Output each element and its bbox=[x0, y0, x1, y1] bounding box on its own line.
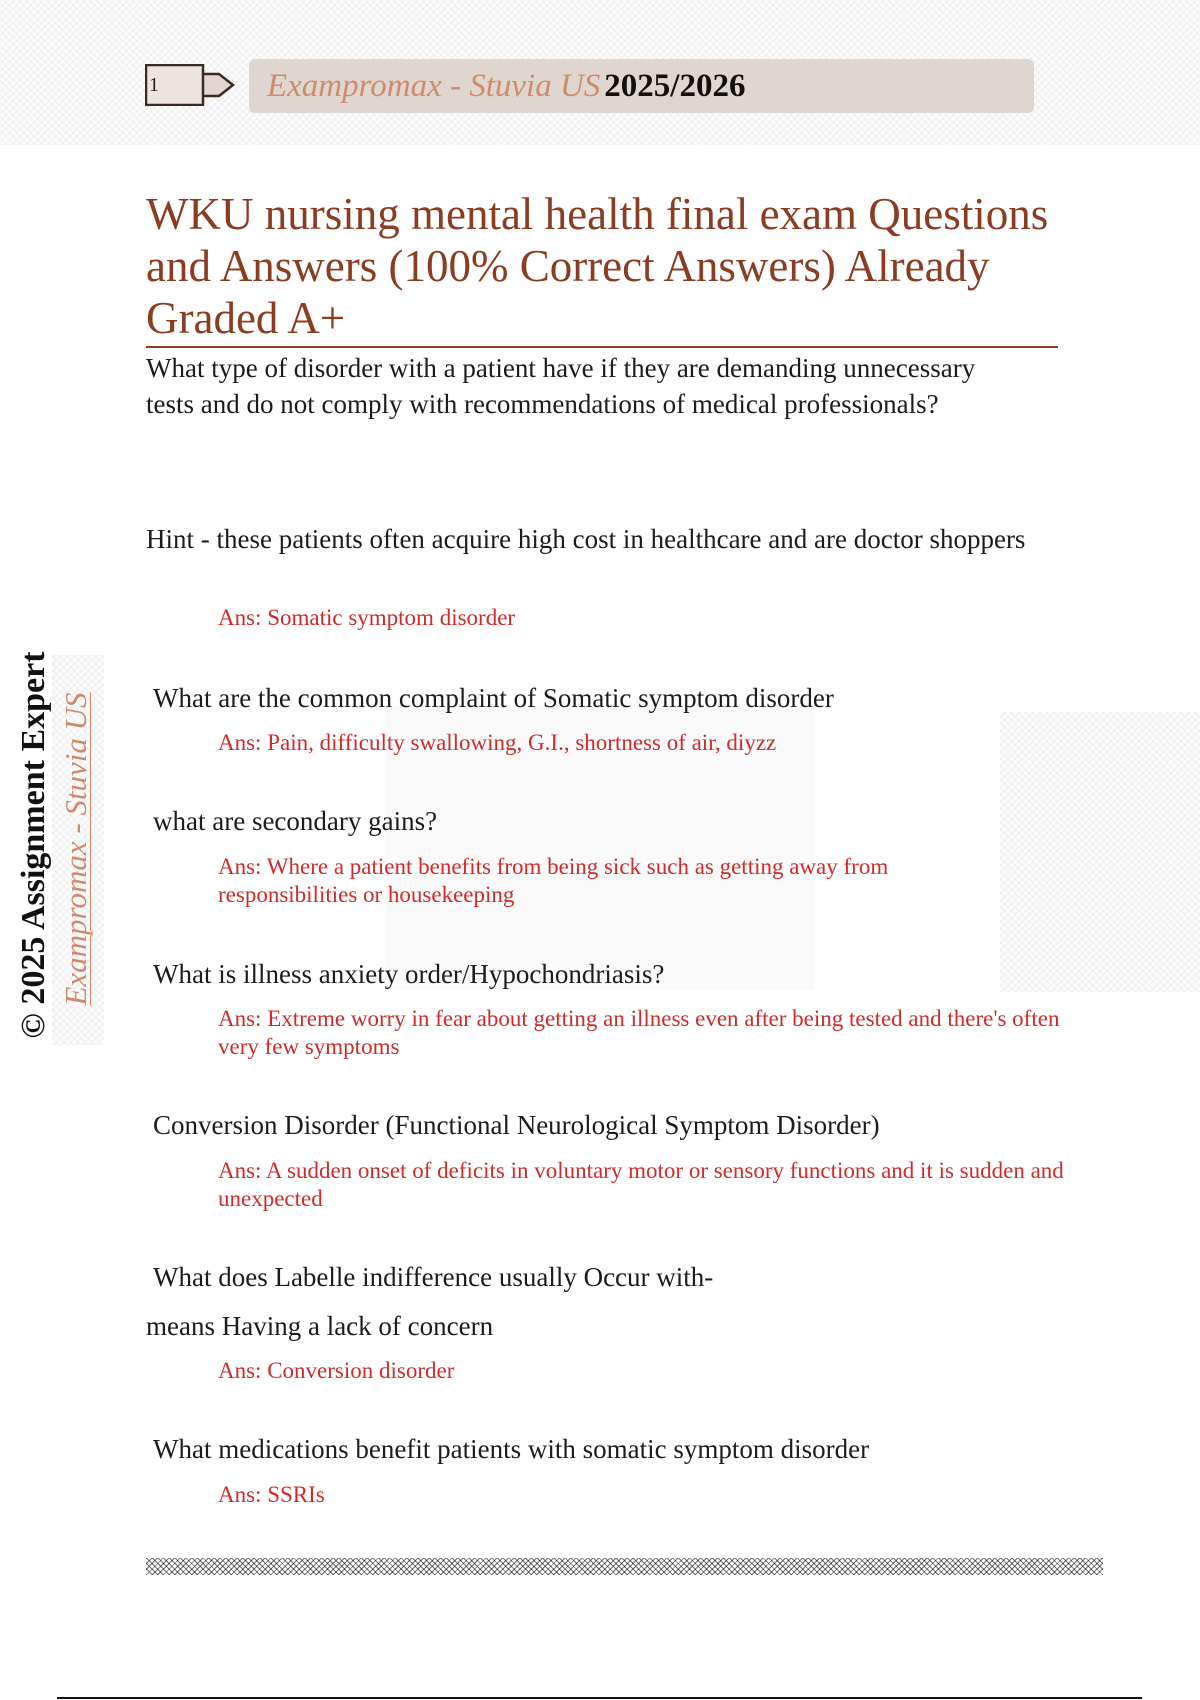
page-number-badge bbox=[145, 64, 235, 106]
question-2: What are the common complaint of Somatic symptom disorder bbox=[153, 683, 834, 713]
header-banner bbox=[249, 59, 1034, 113]
question-5: Conversion Disorder (Functional Neurological Symptom Disorder) bbox=[153, 1110, 880, 1140]
page-number: 1 bbox=[149, 74, 159, 96]
answer-5: Ans: A sudden onset of deficits in voluntary motor or sensory functions and it is sudden and unexpected bbox=[218, 1158, 1064, 1211]
header-brand: Exampromax - Stuvia US bbox=[267, 67, 601, 104]
side-brand-watermark: Exampromax - Stuvia US bbox=[58, 692, 93, 1006]
answer-3: Ans: Where a patient benefits from being sick such as getting away from responsibilities or housekeeping bbox=[218, 854, 889, 907]
hint-1: Hint - these patients often acquire high cost in healthcare and are doctor shoppers bbox=[146, 524, 1026, 554]
copyright-notice: © 2025 Assignment Expert bbox=[15, 651, 52, 1039]
answer-7: Ans: SSRIs bbox=[218, 1482, 325, 1507]
answer-2: Ans: Pain, difficulty swallowing, G.I., shortness of air, diyzz bbox=[218, 730, 777, 755]
section-divider bbox=[146, 1558, 1103, 1575]
answer-4: Ans: Extreme worry in fear about getting an illness even after being tested and there's often very few symptoms bbox=[218, 1006, 1060, 1059]
question-6: What does Labelle indifference usually Occur with- bbox=[153, 1262, 714, 1292]
footer-rule bbox=[57, 1697, 1142, 1699]
question-1: What type of disorder with a patient have if they are demanding unnecessary tests and do not comply with recommendations of medical professionals? bbox=[146, 353, 976, 419]
document-title: WKU nursing mental health final exam Questions and Answers (100% Correct Answers) Already Graded A+ bbox=[146, 188, 1058, 348]
hint-6: means Having a lack of concern bbox=[146, 1311, 494, 1341]
header-year: 2025/2026 bbox=[604, 67, 746, 104]
question-7: What medications benefit patients with somatic symptom disorder bbox=[153, 1434, 870, 1464]
answer-6: Ans: Conversion disorder bbox=[218, 1358, 455, 1383]
question-4: What is illness anxiety order/Hypochondriasis? bbox=[153, 959, 665, 989]
answer-1: Ans: Somatic symptom disorder bbox=[218, 605, 516, 630]
question-3: what are secondary gains? bbox=[153, 806, 438, 836]
